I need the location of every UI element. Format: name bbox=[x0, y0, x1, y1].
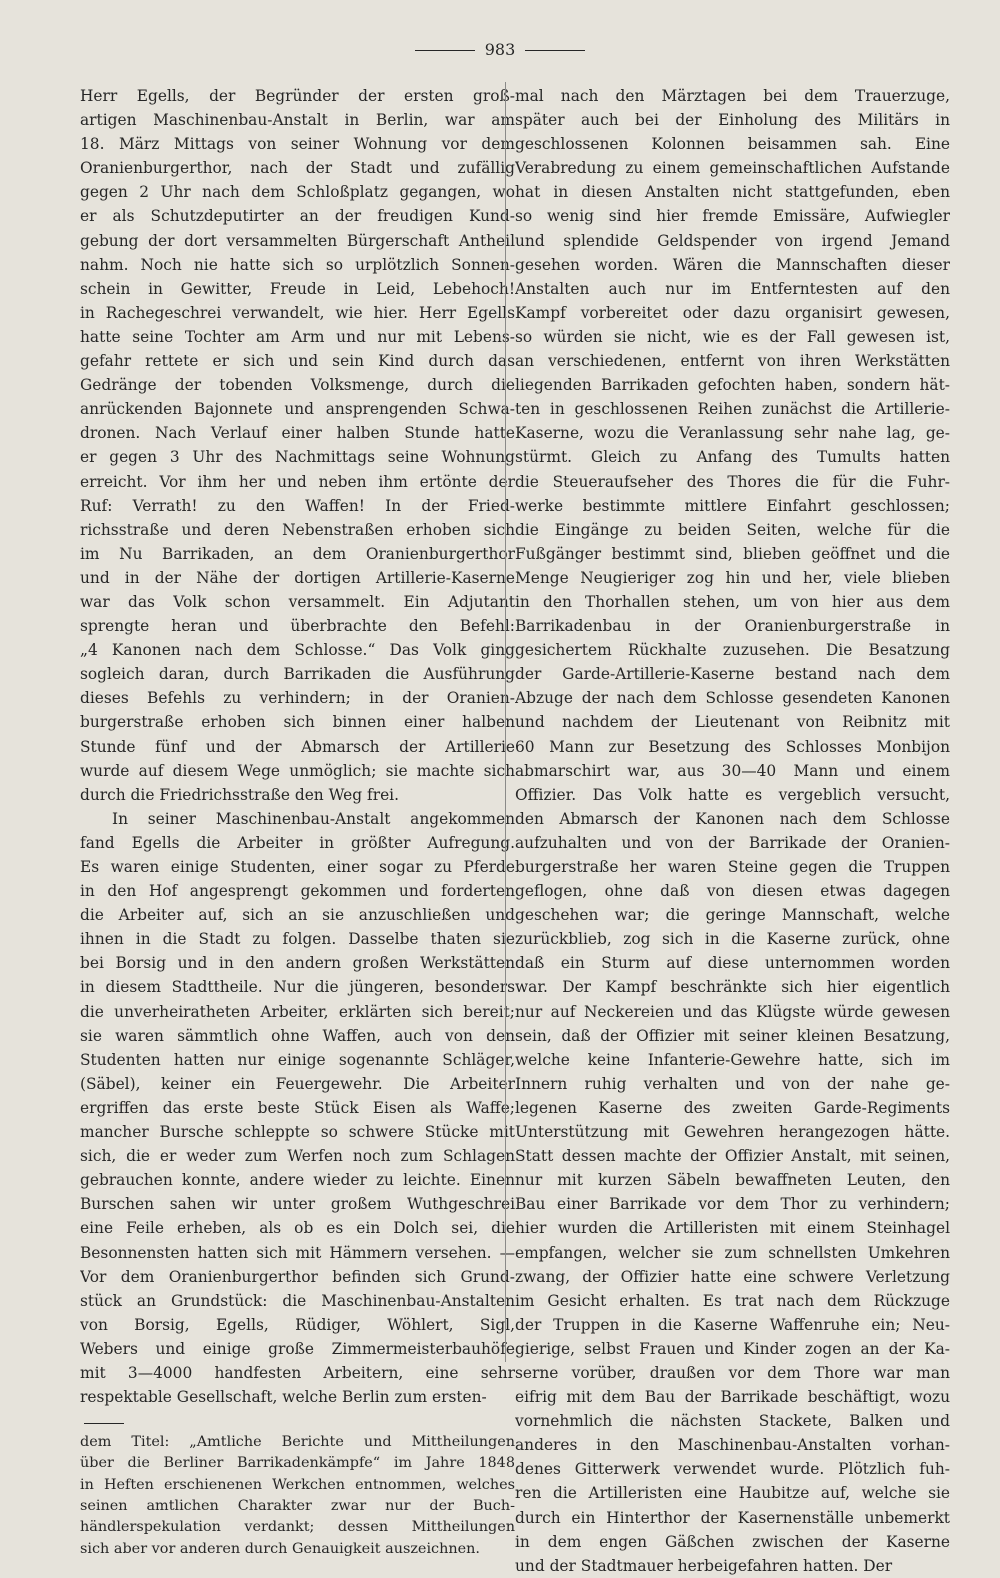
page-number: 983 bbox=[484, 40, 516, 59]
text-line: Ruf: Verrath! zu den Waffen! In der Fried- bbox=[80, 496, 515, 515]
text-line: geflogen, ohne daß von diesen etwas dagegen bbox=[515, 882, 950, 901]
right-paragraph-1 bbox=[515, 84, 950, 1578]
text-line: bei Borsig und in den andern großen Werkstätten bbox=[80, 954, 515, 973]
text-line: so würden sie nicht, wie es der Fall gewesen ist, bbox=[515, 327, 950, 346]
text-line: ren die Artilleristen eine Haubitze auf, welche sie bbox=[515, 1484, 950, 1503]
text-line: im Nu Barrikaden, an dem Oranienburgerthor bbox=[80, 544, 515, 563]
text-line: die Eingänge zu beiden Seiten, welche für die bbox=[515, 520, 950, 539]
text-line: anrückenden Bajonnete und ansprengenden Schwa- bbox=[80, 400, 515, 419]
text-line: daß ein Sturm auf diese unternommen worden bbox=[515, 954, 950, 973]
text-line: die Arbeiter auf, sich an sie anzuschließen und bbox=[80, 906, 515, 925]
text-line: Menge Neugieriger zog hin und her, viele blieben bbox=[515, 568, 950, 587]
text-line: gebung der dort versammelten Bürgerschaft Antheil bbox=[80, 231, 515, 250]
text-line: Oranienburgerthor, nach der Stadt und zufällig bbox=[80, 159, 515, 178]
text-line: schein in Gewitter, Freude in Leid, Lebehoch! bbox=[80, 279, 515, 298]
text-line: denes Gitterwerk verwendet wurde. Plötzlich fuh- bbox=[515, 1460, 950, 1479]
column-divider bbox=[505, 82, 506, 1362]
text-line: Bau einer Barrikade vor dem Thor zu verhindern; bbox=[515, 1195, 950, 1214]
text-line: sich, die er weder zum Werfen noch zum Schlagen bbox=[80, 1147, 515, 1166]
text-line: von Borsig, Egells, Rüdiger, Wöhlert, Sigl, bbox=[80, 1315, 515, 1334]
text-line: in diesem Stadttheile. Nur die jüngeren, besonders bbox=[80, 978, 515, 997]
text-line: geschehen war; die geringe Mannschaft, welche bbox=[515, 906, 950, 925]
text-line: stück an Grundstück: die Maschinenbau-Anstalten bbox=[80, 1291, 515, 1310]
text-line: sich aber vor anderen durch Genauigkeit auszeichnen. bbox=[80, 1540, 481, 1557]
text-line: artigen Maschinenbau-Anstalt in Berlin, war am bbox=[80, 111, 515, 130]
text-line: respektable Gesellschaft, welche Berlin zum ersten- bbox=[80, 1388, 487, 1407]
text-line: die unverheiratheten Arbeiter, erklärten sich bereit; bbox=[80, 1002, 515, 1021]
text-line: anderes in den Maschinenbau-Anstalten vorhan- bbox=[515, 1436, 950, 1455]
text-line: gegen 2 Uhr nach dem Schloßplatz gegangen, wo bbox=[80, 183, 515, 202]
text-line: nur auf Neckereien und das Klügste würde gewesen bbox=[515, 1002, 950, 1021]
left-column bbox=[80, 84, 515, 1560]
text-line: eifrig mit dem Bau der Barrikade beschäftigt, wozu bbox=[515, 1388, 950, 1407]
text-line: Verabredung zu einem gemeinschaftlichen Aufstande bbox=[515, 159, 950, 178]
text-line: Anstalten auch nur im Entferntesten auf den bbox=[515, 279, 950, 298]
text-line: hier wurden die Artilleristen mit einem Steinhagel bbox=[515, 1219, 950, 1238]
text-line: mit 3—4000 handfesten Arbeitern, eine sehr bbox=[80, 1363, 515, 1382]
text-line: seinen amtlichen Charakter zwar nur der Buch- bbox=[80, 1498, 515, 1515]
text-line: Herr Egells, der Begründer der ersten groß- bbox=[80, 87, 515, 105]
text-line: hat in diesen Anstalten nicht stattgefunden, eben bbox=[515, 183, 950, 202]
text-line: ergriffen das erste beste Stück Eisen als Waffe; bbox=[80, 1098, 515, 1117]
text-line: Fußgänger bestimmt sind, blieben geöffnet und die bbox=[515, 544, 950, 563]
text-line: welche keine Infanterie-Gewehre hatte, sich im bbox=[515, 1050, 950, 1069]
text-line: sie waren sämmtlich ohne Waffen, auch von den bbox=[80, 1026, 515, 1045]
text-line: Unterstützung mit Gewehren herangezogen hätte. bbox=[515, 1123, 950, 1142]
text-line: war. Der Kampf beschränkte sich hier eigentlich bbox=[515, 978, 950, 997]
text-line: in den Thorhallen stehen, um von hier aus dem bbox=[515, 592, 950, 611]
text-line: gierige, selbst Frauen und Kinder zogen an der Ka- bbox=[515, 1339, 950, 1358]
text-line: geschlossenen Kolonnen beisammen sah. Eine bbox=[515, 135, 950, 154]
text-line: zwang, der Offizier hatte eine schwere Verletzung bbox=[515, 1267, 950, 1286]
text-line: so wenig sind hier fremde Emissäre, Aufwiegler bbox=[515, 207, 950, 226]
text-line: er als Schutzdeputirter an der freudigen Kund- bbox=[80, 207, 515, 226]
text-line: ihnen in die Stadt zu folgen. Dasselbe thaten sie bbox=[80, 930, 515, 949]
text-line: zurückblieb, zog sich in die Kaserne zurück, ohne bbox=[515, 930, 950, 949]
text-line: Offizier. Das Volk hatte es vergeblich versucht, bbox=[515, 785, 950, 804]
text-line: 18. März Mittags von seiner Wohnung vor dem bbox=[80, 135, 515, 154]
text-line: ten in geschlossenen Reihen zunächst die Artillerie- bbox=[515, 400, 950, 419]
text-line: 60 Mann zur Besetzung des Schlosses Monbijon bbox=[515, 737, 950, 756]
text-line: Statt dessen machte der Offizier Anstalt, mit seinen, bbox=[515, 1147, 950, 1166]
text-line: gebrauchen konnte, andere wieder zu leichte. Einen bbox=[80, 1171, 515, 1190]
text-line: serne vorüber, draußen vor dem Thore war man bbox=[515, 1363, 950, 1382]
text-line: sprengte heran und überbrachte den Befehl: bbox=[80, 617, 515, 636]
text-line: In seiner Maschinenbau-Anstalt angekommen bbox=[112, 809, 515, 828]
text-line: später auch bei der Einholung des Militärs in bbox=[515, 111, 950, 130]
text-line: und der Stadtmauer herbeigefahren hatten. Der bbox=[515, 1556, 893, 1575]
text-line: „4 Kanonen nach dem Schlosse.“ Das Volk ging bbox=[80, 641, 515, 660]
text-line: der Truppen in die Kaserne Waffenruhe ein; Neu- bbox=[515, 1315, 950, 1334]
text-line: Kaserne, wozu die Veranlassung sehr nahe lag, ge- bbox=[515, 424, 950, 443]
text-line: aufzuhalten und von der Barrikade der Oranien- bbox=[515, 833, 950, 852]
text-line: über die Berliner Barrikadenkämpfe“ im Jahre 1848 bbox=[80, 1455, 515, 1472]
text-line: Gedränge der tobenden Volksmenge, durch die bbox=[80, 376, 515, 395]
text-line: den Abmarsch der Kanonen nach dem Schlosse bbox=[515, 809, 950, 828]
text-line: stürmt. Gleich zu Anfang des Tumults hatten bbox=[515, 448, 950, 467]
text-line: dronen. Nach Verlauf einer halben Stunde hatte bbox=[80, 424, 515, 443]
header-rule-left bbox=[415, 50, 475, 51]
text-line: in Heften erschienenen Werkchen entnommen, welches bbox=[80, 1476, 515, 1493]
left-paragraph-1 bbox=[80, 84, 515, 807]
text-line: der Garde-Artillerie-Kaserne bestand nach dem bbox=[515, 665, 950, 684]
text-line: liegenden Barrikaden gefochten haben, sondern hät- bbox=[515, 376, 950, 395]
text-line: nur mit kurzen Säbeln bewaffneten Leuten, den bbox=[515, 1171, 950, 1190]
text-line: nahm. Noch nie hatte sich so urplötzlich Sonnen- bbox=[80, 255, 515, 274]
text-line: abmarschirt war, aus 30—40 Mann und einem bbox=[515, 761, 950, 780]
text-line: im Gesicht erhalten. Es trat nach dem Rückzuge bbox=[515, 1291, 950, 1310]
text-line: Burschen sahen wir unter großem Wuthgeschrei bbox=[80, 1195, 515, 1214]
text-line: wurde auf diesem Wege unmöglich; sie machte sich bbox=[80, 761, 515, 780]
text-line: Barrikadenbau in der Oranienburgerstraße in bbox=[515, 617, 950, 636]
right-column bbox=[515, 84, 950, 1578]
text-line: mal nach den Märztagen bei dem Trauerzuge, bbox=[515, 87, 950, 105]
text-line: an verschiedenen, entfernt von ihren Werkstätten bbox=[515, 352, 950, 371]
text-line: war das Volk schon versammelt. Ein Adjutant bbox=[80, 592, 515, 611]
text-line: eine Feile erheben, als ob es ein Dolch sei, die bbox=[80, 1219, 515, 1238]
text-line: er gegen 3 Uhr des Nachmittags seine Wohnung bbox=[80, 448, 515, 467]
text-line: burgerstraße erhoben sich binnen einer halben bbox=[80, 713, 515, 732]
text-line: und in der Nähe der dortigen Artillerie-Kaserne bbox=[80, 568, 515, 587]
text-line: vornehmlich die nächsten Stackete, Balken und bbox=[515, 1412, 950, 1431]
text-line: und splendide Geldspender von irgend Jemand bbox=[515, 231, 950, 250]
text-line: richsstraße und deren Nebenstraßen erhoben sich bbox=[80, 520, 515, 539]
text-line: Webers und einige große Zimmermeisterbauhöfe bbox=[80, 1339, 515, 1358]
text-line: erreicht. Vor ihm her und neben ihm ertönte der bbox=[80, 472, 515, 491]
left-paragraph-2 bbox=[80, 807, 515, 1409]
text-line: werke bestimmte mittlere Einfahrt geschlossen; bbox=[515, 496, 950, 515]
text-line: Besonnensten hatten sich mit Hämmern versehen. — bbox=[80, 1243, 515, 1262]
text-line: fand Egells die Arbeiter in größter Aufregung. bbox=[80, 833, 515, 852]
text-line: Studenten hatten nur einige sogenannte Schläger, bbox=[80, 1050, 515, 1069]
footnote-rule bbox=[84, 1423, 124, 1424]
text-line: in dem engen Gäßchen zwischen der Kaserne bbox=[515, 1532, 950, 1551]
text-line: Kampf vorbereitet oder dazu organisirt gewesen, bbox=[515, 303, 950, 322]
header-rule-right bbox=[525, 50, 585, 51]
text-line: gefahr rettete er sich und sein Kind durch das bbox=[80, 352, 515, 371]
text-line: burgerstraße her waren Steine gegen die Truppen bbox=[515, 858, 950, 876]
text-line: dem Titel: „Amtliche Berichte und Mittheilungen bbox=[80, 1434, 515, 1451]
text-line: durch die Friedrichsstraße den Weg frei. bbox=[80, 785, 400, 804]
text-line: Es waren einige Studenten, einer sogar zu Pferde bbox=[80, 858, 515, 876]
text-line: und nachdem der Lieutenant von Reibnitz mit bbox=[515, 713, 950, 732]
text-line: händlerspekulation verdankt; dessen Mittheilungen bbox=[80, 1519, 515, 1536]
text-line: sogleich daran, durch Barrikaden die Ausführung bbox=[80, 665, 515, 684]
text-line: in den Hof angesprengt gekommen und forderten bbox=[80, 882, 515, 901]
text-line: Vor dem Oranienburgerthor befinden sich Grund- bbox=[80, 1267, 515, 1286]
text-line: die Steueraufseher des Thores die für die Fuhr- bbox=[515, 472, 950, 491]
text-line: durch ein Hinterthor der Kasernenställe unbemerkt bbox=[515, 1508, 950, 1527]
text-line: Innern ruhig verhalten und von der nahe ge- bbox=[515, 1074, 950, 1093]
text-line: empfangen, welcher sie zum schnellsten Umkehren bbox=[515, 1243, 950, 1262]
text-line: legenen Kaserne des zweiten Garde-Regiments bbox=[515, 1098, 950, 1117]
text-line: mancher Bursche schleppte so schwere Stücke mit bbox=[80, 1123, 515, 1142]
text-line: in Rachegeschrei verwandelt, wie hier. Herr Egells bbox=[80, 303, 515, 322]
page-header bbox=[0, 40, 1000, 60]
text-line: gesichertem Rückhalte zuzusehen. Die Besatzung bbox=[515, 641, 950, 660]
footnote bbox=[80, 1432, 515, 1560]
text-line: (Säbel), keiner ein Feuergewehr. Die Arbeiter bbox=[80, 1074, 515, 1093]
text-line: dieses Befehls zu verhindern; in der Oranien- bbox=[80, 689, 515, 708]
text-line: gesehen worden. Wären die Mannschaften dieser bbox=[515, 255, 950, 274]
text-line: Abzuge der nach dem Schlosse gesendeten Kanonen bbox=[515, 689, 950, 708]
text-line: hatte seine Tochter am Arm und nur mit Lebens- bbox=[80, 327, 515, 346]
text-line: sein, daß der Offizier mit seiner kleinen Besatzung, bbox=[515, 1026, 950, 1045]
text-line: Stunde fünf und der Abmarsch der Artillerie bbox=[80, 737, 515, 756]
